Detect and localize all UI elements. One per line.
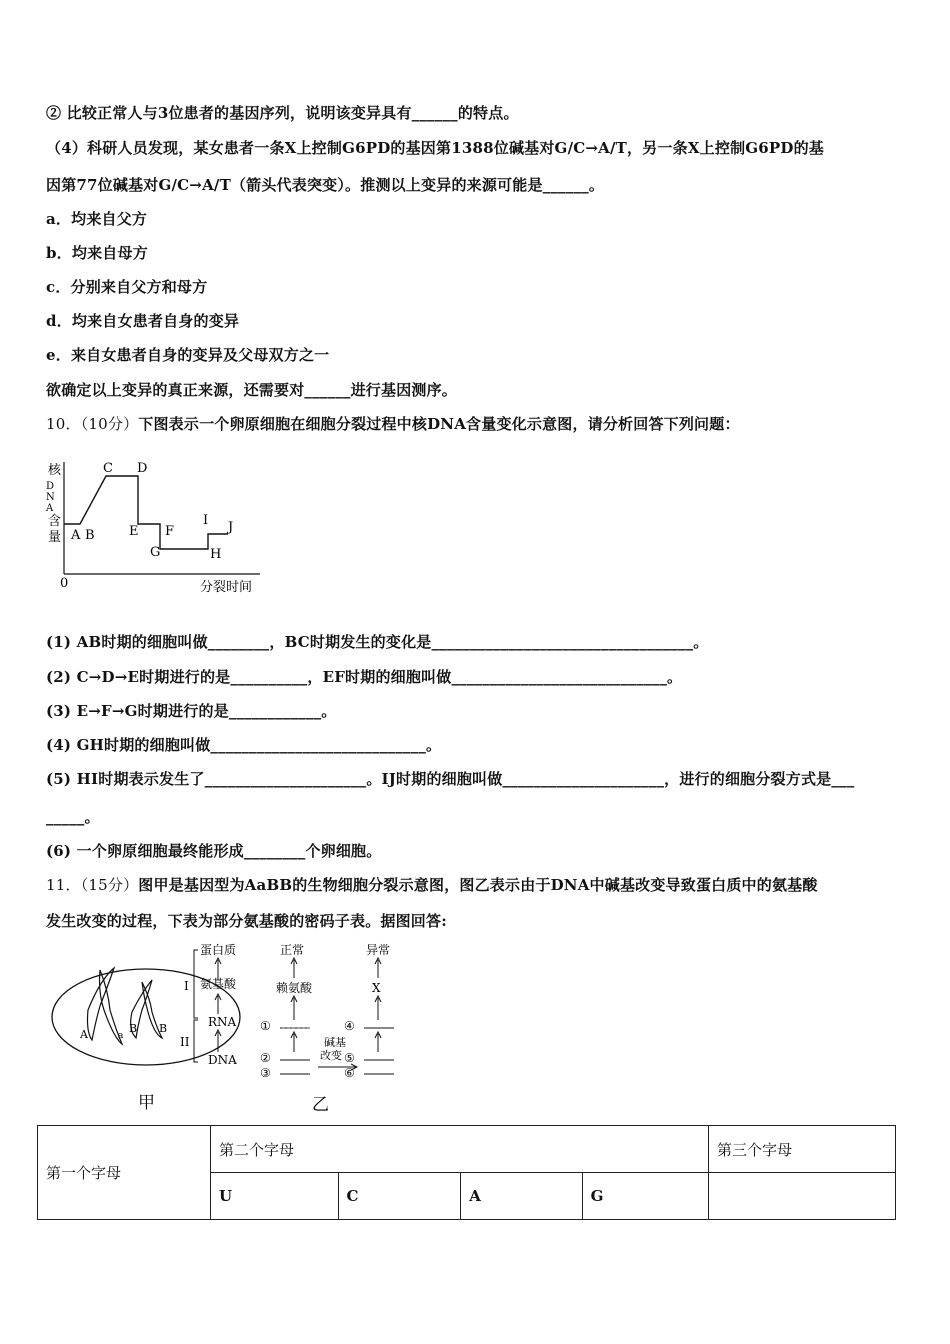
q9-option-a: a．均来自父方 bbox=[46, 210, 148, 228]
point-label-d: D bbox=[137, 461, 148, 476]
level-amino-acid: 氨基酸 bbox=[200, 977, 237, 991]
level-rna: RNA bbox=[208, 1015, 237, 1029]
point-label-b: B bbox=[85, 528, 95, 543]
chromosome-pair-left bbox=[88, 968, 123, 1044]
base-U: U bbox=[211, 1173, 339, 1220]
q10-item-6: (6) 一个卵原细胞最终能形成________个卵细胞。 bbox=[46, 842, 382, 860]
caption-yi: 乙 bbox=[312, 1095, 329, 1115]
point-label-e: E bbox=[129, 524, 139, 539]
header-second-letter: 第二个字母 bbox=[211, 1126, 709, 1173]
allele-label-a: a bbox=[118, 1031, 124, 1041]
bracket-II bbox=[194, 1020, 198, 1062]
q10-item-5: (5) HI时期表示发生了_____________________。IJ时期的细胞叫做_____________________，进行的细胞分裂方式是___ bbox=[46, 770, 855, 788]
y-axis-label: 核 D N A 含量 bbox=[46, 463, 62, 545]
dna-content-chart bbox=[40, 452, 270, 602]
roman-II: II bbox=[180, 1035, 190, 1049]
num-5: ⑤ bbox=[344, 1051, 355, 1065]
x-axis-label: 分裂时间 bbox=[200, 580, 253, 595]
point-label-j: J bbox=[228, 520, 234, 535]
q9-option-c: c．分别来自父方和母方 bbox=[46, 278, 208, 296]
q11-figure bbox=[48, 940, 408, 1116]
num-2: ② bbox=[260, 1051, 271, 1065]
label-lysine: 赖氨酸 bbox=[276, 981, 313, 995]
roman-I: I bbox=[184, 979, 189, 993]
change-label-2: 改变 bbox=[320, 1049, 342, 1062]
level-protein: 蛋白质 bbox=[200, 943, 237, 957]
label-normal: 正常 bbox=[280, 943, 305, 957]
point-label-i: I bbox=[203, 513, 209, 528]
num-1: ① bbox=[260, 1019, 271, 1033]
label-x: X bbox=[372, 981, 381, 995]
q10-score: （10分） bbox=[80, 415, 139, 433]
q10-item-1: (1) AB时期的细胞叫做________，BC时期发生的变化是__________________________________。 bbox=[46, 633, 709, 651]
q10-number: 10． bbox=[46, 415, 81, 433]
point-label-f: F bbox=[165, 524, 175, 539]
q9-option-e: e．来自女患者自身的变异及父母双方之一 bbox=[46, 346, 330, 364]
q9-sub4-line1: （4）科研人员发现，某女患者一条X上控制G6PD的基因第1388位碱基对G/C→A/T，另一条X上控制G6PD的基 bbox=[46, 139, 825, 157]
allele-label-B2: B bbox=[159, 1022, 168, 1035]
label-abnormal: 异常 bbox=[366, 943, 391, 957]
codon-table bbox=[37, 1125, 896, 1220]
q10-stem: 下图表示一个卵原细胞在细胞分裂过程中核DNA含量变化示意图，请分析回答下列问题： bbox=[138, 415, 740, 433]
q9-sub4-line2: 因第77位碱基对G/C→A/T（箭头代表突变）。推测以上变异的来源可能是______。 bbox=[46, 176, 605, 194]
q9-sub2: ② 比较正常人与3位患者的基因序列，说明该变异具有______的特点。 bbox=[46, 104, 519, 122]
q10-item-3: (3) E→F→G时期进行的是____________。 bbox=[46, 702, 337, 720]
num-3: ③ bbox=[260, 1066, 271, 1080]
q9-option-d: d．均来自女患者自身的变异 bbox=[46, 312, 240, 330]
allele-label-A: A bbox=[80, 1028, 88, 1041]
q11-number: 11． bbox=[46, 876, 81, 894]
q10-item-5-cont: _____。 bbox=[46, 808, 100, 826]
third-letter-cell bbox=[709, 1173, 896, 1220]
bracket-I bbox=[194, 950, 198, 1018]
header-third-letter: 第三个字母 bbox=[709, 1126, 896, 1173]
point-label-a: A bbox=[71, 528, 81, 543]
q11-header bbox=[46, 874, 818, 895]
q11-score: （15分） bbox=[80, 876, 139, 894]
header-first-letter: 第一个字母 bbox=[38, 1126, 211, 1220]
base-G: G bbox=[582, 1173, 708, 1220]
table-row bbox=[38, 1126, 896, 1173]
q10-header bbox=[46, 413, 740, 434]
q11-stem-line2: 发生改变的过程，下表为部分氨基酸的密码子表。据图回答: bbox=[46, 912, 447, 930]
change-label-1: 碱基 bbox=[324, 1036, 346, 1049]
point-label-c: C bbox=[103, 461, 113, 476]
num-6: ⑥ bbox=[344, 1066, 355, 1080]
q9-followup: 欲确定以上变异的真正来源，还需要对______进行基因测序。 bbox=[46, 381, 458, 399]
origin-label: 0 bbox=[60, 576, 69, 591]
q10-item-4: (4) GH时期的细胞叫做____________________________。 bbox=[46, 736, 442, 754]
q11-stem-line1: 图甲是基因型为AaBB的生物细胞分裂示意图，图乙表示由于DNA中碱基改变导致蛋白质中的氨基酸 bbox=[138, 876, 818, 894]
base-A: A bbox=[461, 1173, 582, 1220]
num-4: ④ bbox=[344, 1019, 355, 1033]
allele-label-B1: B bbox=[129, 1022, 138, 1035]
q9-option-b: b．均来自母方 bbox=[46, 244, 148, 262]
base-C: C bbox=[338, 1173, 461, 1220]
q10-item-2: (2) C→D→E时期进行的是__________，EF时期的细胞叫做____________________________。 bbox=[46, 668, 683, 686]
point-label-g: G bbox=[150, 545, 161, 560]
point-label-h: H bbox=[210, 547, 222, 562]
caption-jia: 甲 bbox=[138, 1093, 155, 1113]
level-dna: DNA bbox=[208, 1053, 237, 1067]
